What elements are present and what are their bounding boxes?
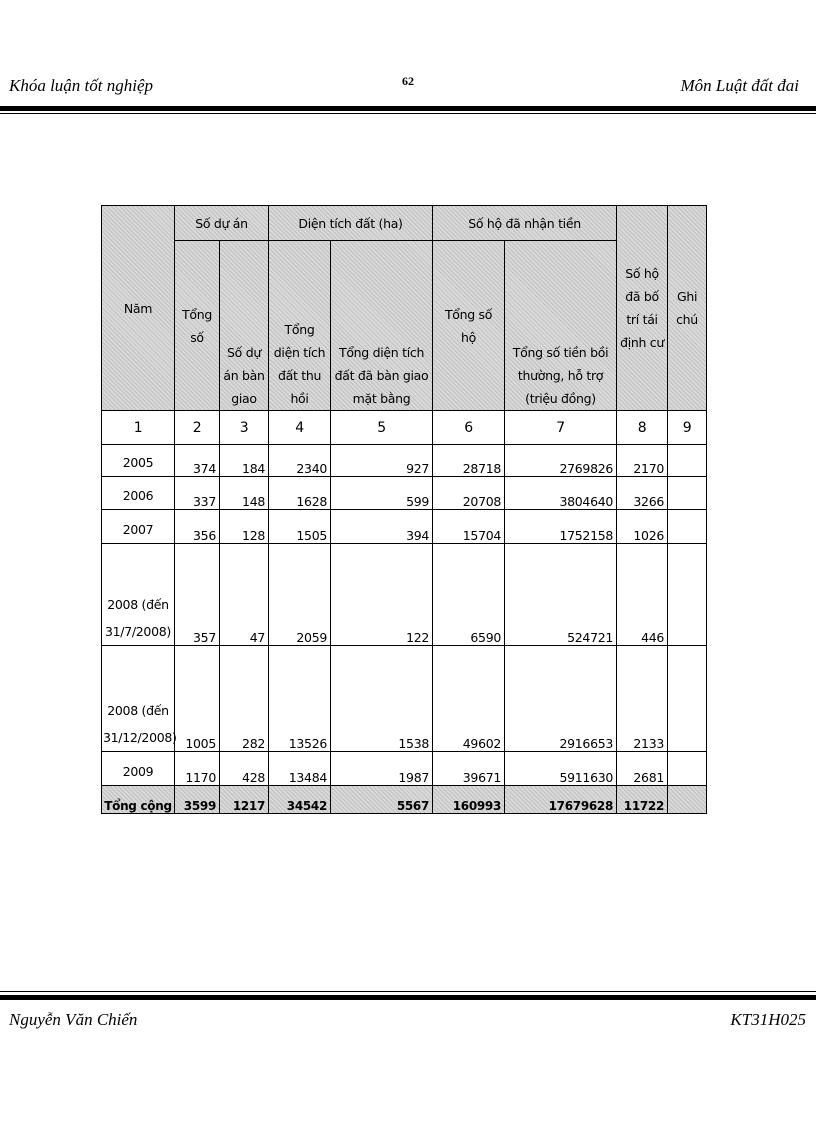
money-cell: 524721 bbox=[505, 544, 617, 646]
table-row bbox=[102, 646, 707, 752]
area-cell: 1628 bbox=[269, 477, 331, 510]
total-area-handed: 5567 bbox=[331, 786, 433, 814]
header-rule bbox=[0, 106, 816, 111]
money-cell: 1752158 bbox=[505, 510, 617, 544]
header-land-area: Diện tích đất (ha) bbox=[269, 206, 433, 241]
land-compensation-table bbox=[101, 205, 707, 814]
total-row bbox=[102, 786, 707, 814]
note-cell bbox=[668, 445, 707, 477]
area-handed-cell: 122 bbox=[331, 544, 433, 646]
area-cell: 13526 bbox=[269, 646, 331, 752]
resettled-cell: 2681 bbox=[617, 752, 668, 786]
index-cell: 3 bbox=[220, 411, 269, 445]
index-cell: 8 bbox=[617, 411, 668, 445]
resettled-cell: 2170 bbox=[617, 445, 668, 477]
area-handed-cell: 927 bbox=[331, 445, 433, 477]
projects-cell: 1005 bbox=[175, 646, 220, 752]
header-projects-total: Tổng số bbox=[175, 241, 220, 411]
note-cell bbox=[668, 544, 707, 646]
footer-right: KT31H025 bbox=[730, 1010, 806, 1029]
projects-cell: 1170 bbox=[175, 752, 220, 786]
header-resettled: Số hộ đã bố trí tái định cư bbox=[617, 206, 668, 411]
header-area-recovered: Tổng diện tích đất thu hồi bbox=[269, 241, 331, 411]
note-cell bbox=[668, 510, 707, 544]
handed-cell: 428 bbox=[220, 752, 269, 786]
resettled-cell: 3266 bbox=[617, 477, 668, 510]
area-handed-cell: 1538 bbox=[331, 646, 433, 752]
year-cell: 2008 (đến 31/7/2008) bbox=[102, 544, 175, 646]
page-number: 62 bbox=[402, 74, 414, 88]
total-area: 34542 bbox=[269, 786, 331, 814]
header-projects: Số dự án bbox=[175, 206, 269, 241]
header-rule-thin bbox=[0, 113, 816, 114]
area-cell: 13484 bbox=[269, 752, 331, 786]
handed-cell: 47 bbox=[220, 544, 269, 646]
projects-cell: 374 bbox=[175, 445, 220, 477]
year-cell: 2007 bbox=[102, 510, 175, 544]
year-cell: 2008 (đến 31/12/2008) bbox=[102, 646, 175, 752]
table-row bbox=[102, 477, 707, 510]
money-cell: 5911630 bbox=[505, 752, 617, 786]
projects-cell: 337 bbox=[175, 477, 220, 510]
handed-cell: 148 bbox=[220, 477, 269, 510]
header-year: Năm bbox=[102, 206, 175, 411]
note-cell bbox=[668, 477, 707, 510]
total-note bbox=[668, 786, 707, 814]
note-cell bbox=[668, 752, 707, 786]
note-cell bbox=[668, 646, 707, 752]
area-cell: 2340 bbox=[269, 445, 331, 477]
header-projects-handed: Số dự án bàn giao bbox=[220, 241, 269, 411]
year-cell: 2006 bbox=[102, 477, 175, 510]
footer-rule-thin bbox=[0, 991, 816, 992]
index-cell: 6 bbox=[433, 411, 505, 445]
households-cell: 15704 bbox=[433, 510, 505, 544]
index-cell: 1 bbox=[102, 411, 175, 445]
table-row bbox=[102, 544, 707, 646]
area-cell: 1505 bbox=[269, 510, 331, 544]
index-cell: 2 bbox=[175, 411, 220, 445]
year-cell: 2005 bbox=[102, 445, 175, 477]
table-row bbox=[102, 752, 707, 786]
column-index-row bbox=[102, 411, 707, 445]
households-cell: 6590 bbox=[433, 544, 505, 646]
area-cell: 2059 bbox=[269, 544, 331, 646]
index-cell: 9 bbox=[668, 411, 707, 445]
households-cell: 28718 bbox=[433, 445, 505, 477]
money-cell: 3804640 bbox=[505, 477, 617, 510]
total-projects: 3599 bbox=[175, 786, 220, 814]
handed-cell: 282 bbox=[220, 646, 269, 752]
total-handed: 1217 bbox=[220, 786, 269, 814]
header-right: Môn Luật đất đai bbox=[680, 76, 799, 95]
table-row bbox=[102, 510, 707, 544]
index-cell: 4 bbox=[269, 411, 331, 445]
index-cell: 7 bbox=[505, 411, 617, 445]
resettled-cell: 1026 bbox=[617, 510, 668, 544]
area-handed-cell: 599 bbox=[331, 477, 433, 510]
total-households: 160993 bbox=[433, 786, 505, 814]
header-note: Ghi chú bbox=[668, 206, 707, 411]
header-households-paid: Số hộ đã nhận tiền bbox=[433, 206, 617, 241]
projects-cell: 356 bbox=[175, 510, 220, 544]
households-cell: 39671 bbox=[433, 752, 505, 786]
handed-cell: 184 bbox=[220, 445, 269, 477]
total-label: Tổng cộng bbox=[102, 786, 175, 814]
resettled-cell: 446 bbox=[617, 544, 668, 646]
table-row bbox=[102, 445, 707, 477]
money-cell: 2916653 bbox=[505, 646, 617, 752]
header-households-total: Tổng số hộ bbox=[433, 241, 505, 411]
total-money: 17679628 bbox=[505, 786, 617, 814]
footer-left: Nguyễn Văn Chiến bbox=[9, 1010, 138, 1029]
projects-cell: 357 bbox=[175, 544, 220, 646]
header-compensation: Tổng số tiền bồi thường, hỗ trợ (triệu đồng) bbox=[505, 241, 617, 411]
footer-rule bbox=[0, 995, 816, 1000]
households-cell: 49602 bbox=[433, 646, 505, 752]
money-cell: 2769826 bbox=[505, 445, 617, 477]
header-area-handed: Tổng diện tích đất đã bàn giao mặt bằng bbox=[331, 241, 433, 411]
area-handed-cell: 394 bbox=[331, 510, 433, 544]
area-handed-cell: 1987 bbox=[331, 752, 433, 786]
header-left: Khóa luận tốt nghiệp bbox=[9, 76, 154, 95]
year-cell: 2009 bbox=[102, 752, 175, 786]
index-cell: 5 bbox=[331, 411, 433, 445]
handed-cell: 128 bbox=[220, 510, 269, 544]
total-resettled: 11722 bbox=[617, 786, 668, 814]
households-cell: 20708 bbox=[433, 477, 505, 510]
resettled-cell: 2133 bbox=[617, 646, 668, 752]
